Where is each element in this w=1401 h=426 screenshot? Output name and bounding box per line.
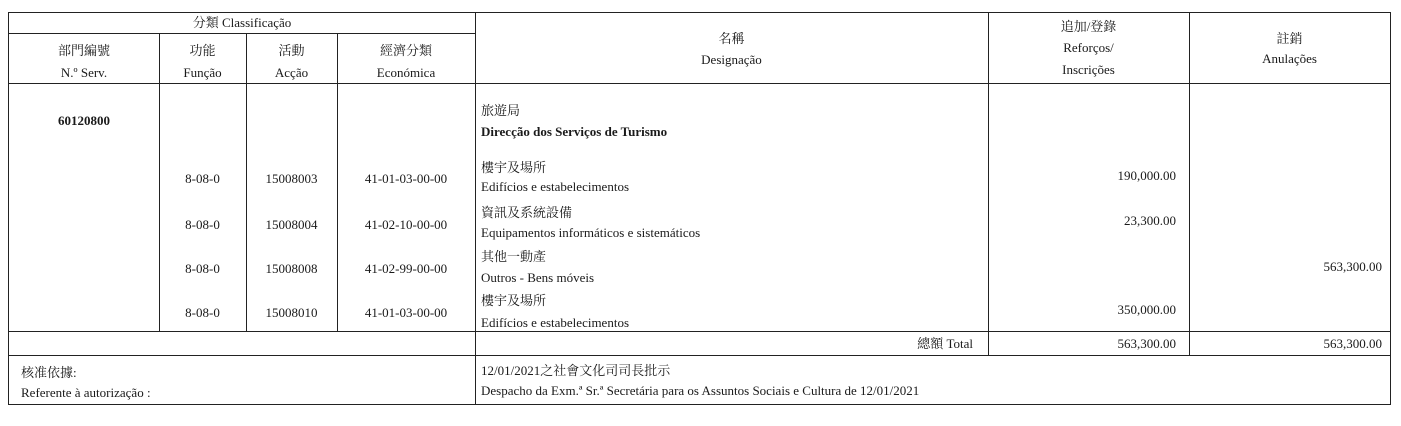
econ-header-zh: 經濟分類 <box>379 43 432 58</box>
table-row-4-accao: 15008010 <box>265 305 318 320</box>
authorization-text-zh: 12/01/2021之社會文化司司長批示 <box>481 363 671 378</box>
total-label: 總額 Total <box>917 336 973 351</box>
table-row-2-reforcos: 23,300.00 <box>1124 213 1176 228</box>
table-row-2-accao: 15008004 <box>265 217 318 232</box>
authorization-text-pt: Despacho da Exm.ª Sr.ª Secretária para os Assuntos Sociais e Cultura de 12/01/2021 <box>481 383 920 398</box>
table-row-4-desc-zh: 樓宇及場所 <box>481 293 547 308</box>
func-header-zh: 功能 <box>189 43 216 58</box>
department-name-zh: 旅遊局 <box>481 103 521 118</box>
econ-header-pt: Económica <box>376 65 436 80</box>
total-anulacoes: 563,300.00 <box>1323 336 1382 351</box>
ref-header-pt1: Reforços/ <box>1063 40 1114 55</box>
table-row-1-economica: 41-01-03-00-00 <box>364 171 448 186</box>
serv-header-zh: 部門編號 <box>57 43 110 58</box>
table-row-1-reforcos: 190,000.00 <box>1117 168 1176 183</box>
table-row-3-desc-pt: Outros - Bens móveis <box>481 270 595 285</box>
budget-table <box>8 12 1391 405</box>
table-row-2-funcao: 8-08-0 <box>185 217 220 232</box>
total-bottom-line <box>9 355 1390 356</box>
table-row-1-funcao: 8-08-0 <box>185 171 220 186</box>
table-row-3-funcao: 8-08-0 <box>185 261 220 276</box>
table-row-3-economica: 41-02-99-00-00 <box>364 261 448 276</box>
serv-header-pt: N.º Serv. <box>60 65 108 80</box>
ref-header-pt2: Inscrições <box>1062 62 1115 77</box>
table-row-3-desc-zh: 其他一動產 <box>481 249 547 264</box>
func-header-pt: Função <box>183 65 222 80</box>
classification-header: 分類 Classificação <box>192 15 292 30</box>
table-row-4-funcao: 8-08-0 <box>185 305 220 320</box>
authorization-label-pt: Referente à autorização : <box>21 385 151 400</box>
table-row-1-desc-pt: Edifícios e estabelecimentos <box>481 179 630 194</box>
department-code: 60120800 <box>58 113 110 128</box>
total-reforcos: 563,300.00 <box>1117 336 1176 351</box>
table-row-4-economica: 41-01-03-00-00 <box>364 305 448 320</box>
table-row-4-desc-pt: Edifícios e estabelecimentos <box>481 315 630 330</box>
acc-header-zh: 活動 <box>278 43 305 58</box>
acc-header-pt: Acção <box>274 65 309 80</box>
department-name-pt: Direcção dos Serviços de Turismo <box>481 124 668 139</box>
ref-header-zh: 追加/登錄 <box>1060 19 1117 34</box>
authorization-label-zh: 核准依據: <box>21 365 77 380</box>
anul-header-zh: 註銷 <box>1276 31 1303 46</box>
table-row-3-accao: 15008008 <box>265 261 318 276</box>
classification-divider <box>9 33 475 34</box>
anul-header-pt: Anulações <box>1262 51 1317 66</box>
table-row-2-economica: 41-02-10-00-00 <box>364 217 448 232</box>
table-row-2-desc-pt: Equipamentos informáticos e sistemáticos <box>481 225 701 240</box>
table-row-1-desc-zh: 樓宇及場所 <box>481 160 547 175</box>
table-row-2-desc-zh: 資訊及系統設備 <box>481 205 573 220</box>
table-row-3-anulacoes: 563,300.00 <box>1323 259 1382 274</box>
body-bottom-line <box>9 331 1390 332</box>
table-row-4-reforcos: 350,000.00 <box>1117 302 1176 317</box>
table-row-1-accao: 15008003 <box>265 171 318 186</box>
desig-header-pt: Designação <box>701 52 762 67</box>
desig-header-zh: 名稱 <box>718 31 745 46</box>
header-bottom-line <box>9 83 1390 84</box>
